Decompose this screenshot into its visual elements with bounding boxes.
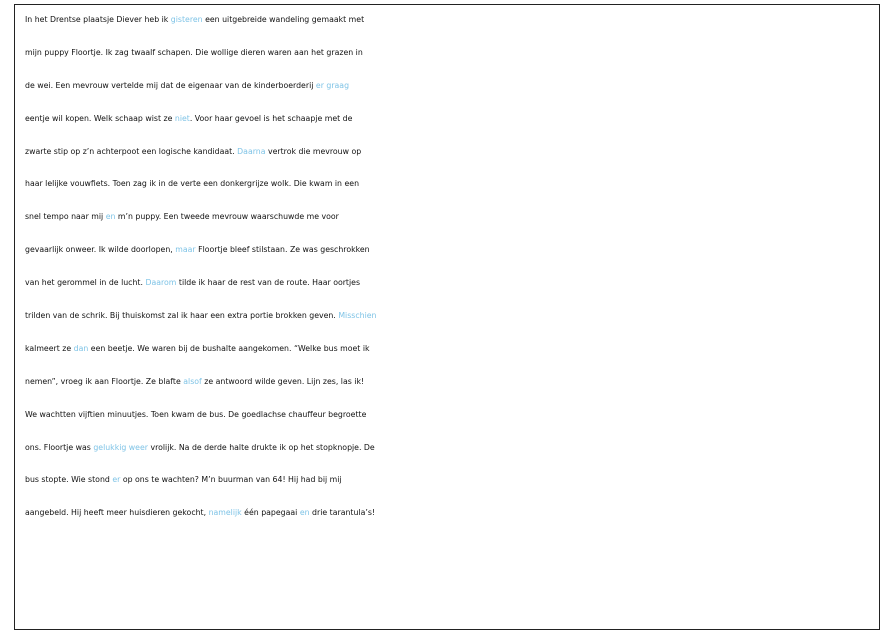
text-segment: eentje wil kopen. Welk schaap wist ze [25,113,175,123]
text-line [25,106,879,139]
text-line [25,204,879,237]
text-line [25,237,879,270]
highlighted-word: maar [175,245,196,255]
text-segment: In het Drentse plaatsje Diever heb ik [25,15,171,24]
text-line [25,270,879,303]
text-line [25,500,879,533]
story-text [25,7,879,533]
text-segment: nemen”, vroeg ik aan Floortje. Ze blafte [25,376,184,386]
text-line [25,73,879,106]
text-frame [14,4,880,630]
text-segment: tilde ik haar de rest van de route. Haar oortjes [176,278,361,288]
highlighted-word: namelijk [208,508,242,518]
text-segment: één papegaai [241,508,300,518]
text-segment: vertrok die mevrouw op [265,146,362,156]
text-segment: een beetje. We waren bij de bushalte aangekomen. “Welke bus moet ik [88,343,370,353]
text-segment: op ons te wachten? M’n buurman van 64! Hij had bij mij [120,475,342,485]
text-segment: We wachtten vijftien minuutjes. Toen kwam de bus. De goedlachse chauffeur begroette [25,409,367,419]
text-segment: drie tarantula’s! [309,508,376,518]
text-segment: Floortje bleef stilstaan. Ze was geschrokken [195,245,370,255]
text-line [25,303,879,336]
text-line [25,139,879,172]
highlighted-word: dan [73,343,89,353]
highlighted-word: alsof [183,376,202,386]
text-line [25,40,879,73]
highlighted-word: en [299,508,310,518]
text-segment: mijn puppy Floortje. Ik zag twaalf schapen. Die wollige dieren waren aan het grazen in [25,47,363,57]
text-segment: de wei. Een mevrouw vertelde mij dat de eigenaar van de kinderboerderij [25,80,316,90]
text-segment: ze antwoord wilde geven. Lijn zes, las ik! [201,376,365,386]
text-line [25,467,879,500]
highlighted-word: Misschien [338,311,377,321]
text-segment: ons. Floortje was [25,442,94,452]
text-line [25,171,879,204]
text-segment: gevaarlijk onweer. Ik wilde doorlopen, [25,245,176,255]
text-segment: een uitgebreide wandeling gemaakt met [202,15,365,24]
text-segment: m’n puppy. Een tweede mevrouw waarschuwde me voor [115,212,339,222]
highlighted-word: Daarna [237,146,266,156]
text-line [25,336,879,369]
highlighted-word: er graag [315,80,350,90]
text-line [25,369,879,402]
highlighted-word: niet [174,113,190,123]
text-line [25,402,879,435]
text-segment: bus stopte. Wie stond [25,475,113,485]
text-segment: vrolijk. Na de derde halte drukte ik op het stopknopje. De [147,442,375,452]
highlighted-word: gisteren [170,15,203,24]
text-segment: haar lelijke vouwfiets. Toen zag ik in de verte een donkergrijze wolk. Die kwam in een [25,179,360,189]
text-segment: aangebeld. Hij heeft meer huisdieren gekocht, [25,508,209,518]
text-segment: van het gerommel in de lucht. [25,278,146,288]
text-line [25,435,879,468]
text-segment: . Voor haar gevoel is het schaapje met de [189,113,353,123]
text-segment: trilden van de schrik. Bij thuiskomst zal ik haar een extra portie brokken geven. [25,311,339,321]
text-segment: kalmeert ze [25,343,74,353]
text-segment: zwarte stip op z’n achterpoot een logische kandidaat. [25,146,238,156]
text-line [25,7,879,40]
text-segment: snel tempo naar mij [25,212,106,222]
highlighted-word: er [112,475,121,485]
highlighted-word: gelukkig weer [93,442,148,452]
highlighted-word: en [105,212,116,222]
highlighted-word: Daarom [145,278,177,288]
